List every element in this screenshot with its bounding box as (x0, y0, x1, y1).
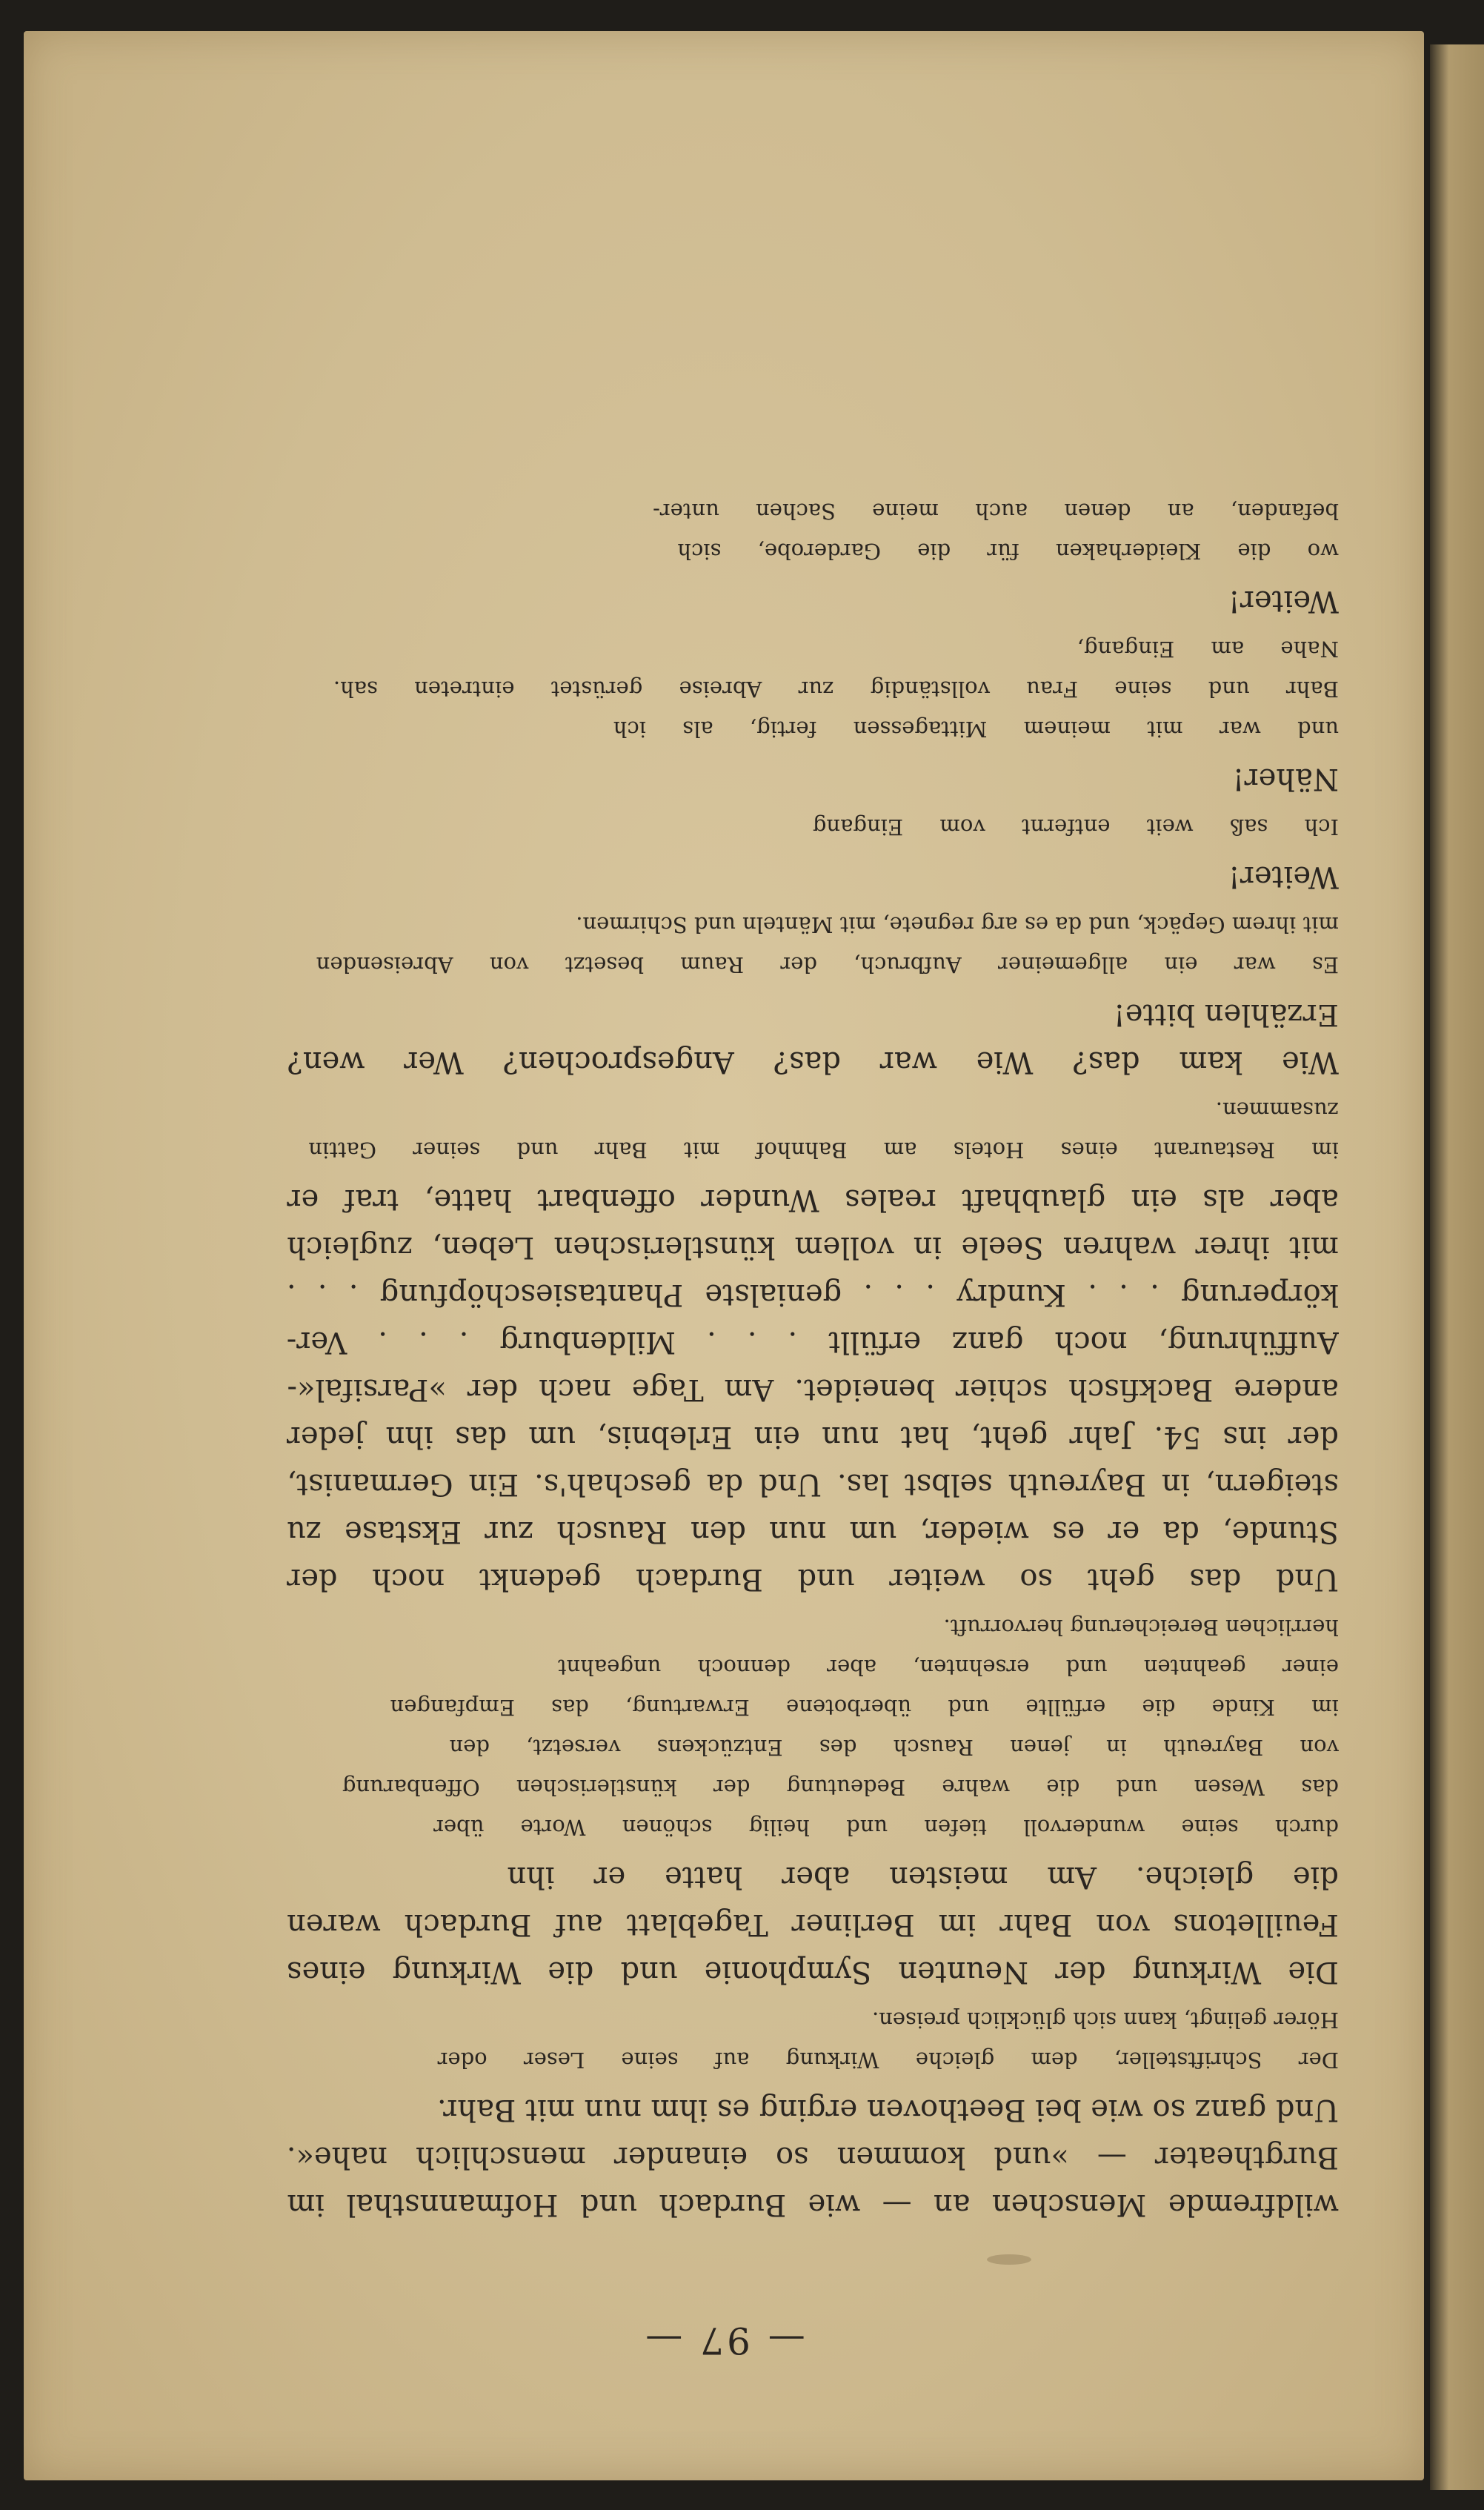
text-line: herrlichen Bereicherung hervorruft. (943, 1615, 1339, 1640)
paragraph (287, 577, 1339, 625)
text-line: mit ihrer wahren Seele in vollem künstlerischen Leben, zugleich (287, 1230, 1339, 1264)
text-line: befanden, an denen auch meine Sachen unter- (653, 499, 1339, 524)
adjacent-page-edge (1430, 44, 1484, 2490)
text-line: Und ganz so wie bei Beethoven erging es ihm nun mit Bahr. (436, 2093, 1339, 2127)
text-line: Stunde, da er es wieder, um nun den Rausch zur Ekstase zu (287, 1515, 1339, 1549)
text-line: Und das geht so weiter und Burdach gedenkt noch der (287, 1562, 1339, 1596)
text-line: Wie kam das? Wie war das? Angesprochen? Wer wen? (287, 1045, 1339, 1079)
text-line: im Restaurant eines Hotels am Bahnhof mit Bahr und seiner Gattin (308, 1138, 1339, 1163)
text-line: Weiter! (1228, 584, 1339, 618)
text-line: Burgtheater — »und kommen so einander menschlich nahe«. (287, 2140, 1339, 2174)
paragraph (287, 1607, 1339, 1847)
text-line: wildfremde Menschen an — wie Burdach und Hofmannsthal im (287, 2188, 1339, 2222)
text-line: die gleiche. Am meisten aber hatte er ihn (507, 1860, 1339, 1894)
paragraph (287, 2000, 1339, 2080)
text-line: wo die Kleiderhaken für die Garderobe, sich (677, 539, 1339, 564)
text-line: steigern, in Bayreuth selbst las. Und da geschah's. Ein Germanist, (287, 1467, 1339, 1501)
text-line: Näher! (1232, 762, 1339, 796)
text-line: mit ihrem Gepäck, und da es arg regnete, mit Mänteln und Schirmen. (576, 912, 1339, 937)
paragraph (287, 491, 1339, 571)
text-line: von Bayreuth in jenen Rausch des Entzückens versetzt, den (449, 1735, 1339, 1760)
text-line: zusammen. (1215, 1098, 1339, 1123)
text-line: durch seine wundervoll tiefen und heilig schönen Worte über (433, 1815, 1339, 1840)
text-line: einer geahnten und ersehnten, aber dennoch ungeahnt (557, 1655, 1339, 1680)
text-line: andere Backfisch schier beneidet. Am Tage nach der »Parsifal«- (287, 1372, 1339, 1407)
text-line: und war mit meinem Mittagessen fertig, als ich (613, 717, 1339, 742)
paragraph (287, 905, 1339, 985)
text-line: Es war ein allgemeiner Aufbruch, der Raum besetzt von Abreisenden (316, 952, 1339, 977)
text-line: Bahr und seine Frau vollständig zur Abreise gerüstet eintreten sah. (333, 677, 1339, 702)
text-line: im Kinde die erfüllte und überbotene Erwartung, das Empfangen (390, 1695, 1339, 1720)
paragraph (287, 807, 1339, 847)
text-line: Der Schriftsteller, dem gleiche Wirkung auf seine Leser oder (437, 2048, 1339, 2073)
paragraph (287, 853, 1339, 900)
book-page (24, 31, 1424, 2480)
text-line: Nahe am Eingang, (1077, 637, 1339, 662)
text-line: Ich saß weit entfernt vom Eingang (812, 814, 1339, 840)
text-line: körperung . . . Kundry . . . genialste Phantasieschöpfung . . . (287, 1278, 1339, 1312)
text-line: Aufführung, noch ganz erfüllt . . . Mildenburg . . . Ver- (287, 1325, 1339, 1359)
paragraph (287, 1090, 1339, 1170)
text-line: Feuilletons von Bahr im Berliner Tageblatt auf Burdach waren (287, 1908, 1339, 1942)
paragraph (287, 755, 1339, 803)
paragraph (287, 2086, 1339, 2228)
text-line: das Wesen und die wahre Bedeutung der künstlerischen Offenbarung (342, 1775, 1339, 1800)
text-line: aber als ein glaubhaft reales Wunder offenbart hatte, traf er (287, 1183, 1339, 1217)
text-line: Die Wirkung der Neunten Symphonie und die Wirkung eines (287, 1955, 1339, 1989)
paragraph (287, 1853, 1339, 1996)
page-number: — 97 — (642, 2319, 805, 2362)
text-line: Weiter! (1228, 860, 1339, 894)
paragraph (287, 629, 1339, 749)
text-line: Hörer gelingt, kann sich glücklich preisen. (871, 2008, 1339, 2033)
text-line: Erzählen bitte! (1113, 997, 1339, 1032)
text-line: der ins 54. Jahr geht, hat nun ein Erlebnis, um das ihn jeder (287, 1420, 1339, 1454)
rotated-page-content (24, 31, 1424, 2480)
paragraph (287, 1176, 1339, 1603)
paragraph (287, 991, 1339, 1086)
